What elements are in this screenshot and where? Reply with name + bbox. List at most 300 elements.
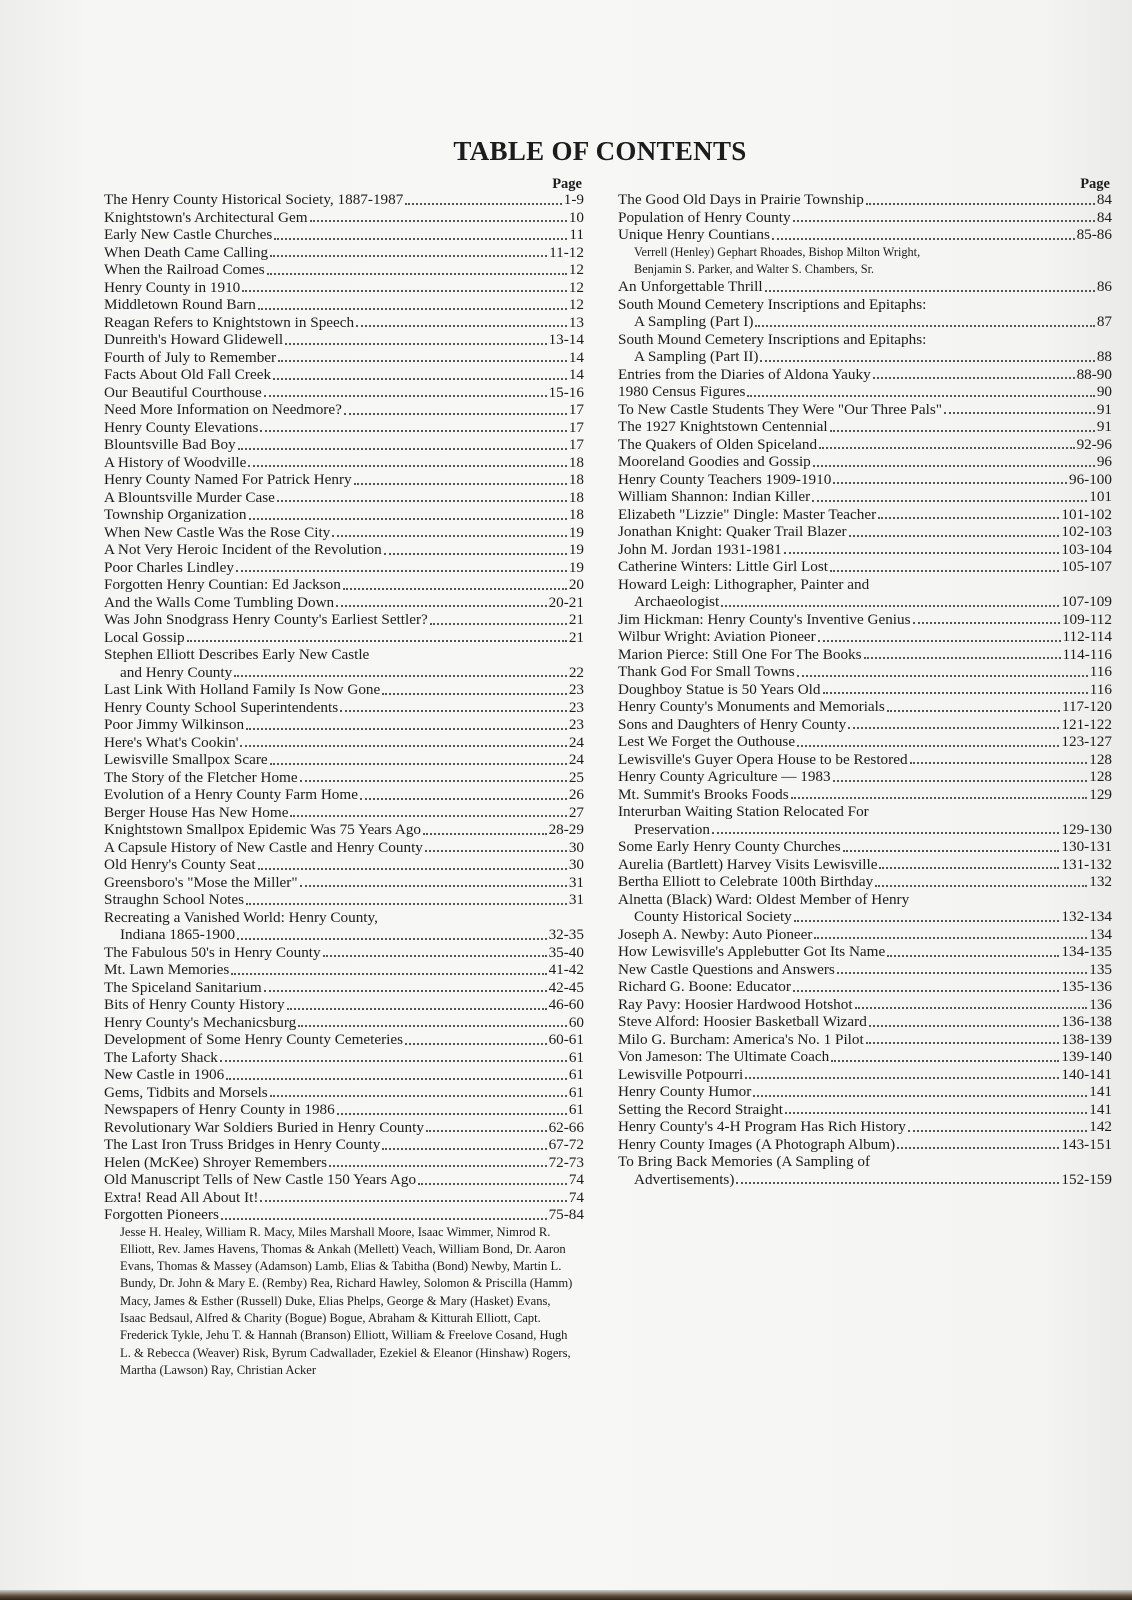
- entry-page-number: 128: [1089, 750, 1112, 768]
- dot-leader: [772, 238, 1075, 240]
- entry-title: Henry County Images (A Photograph Album): [618, 1135, 896, 1153]
- entry-page-number: 14: [568, 348, 584, 366]
- toc-entry: [618, 558, 1112, 576]
- entry-page-number: 19: [568, 558, 584, 576]
- dot-leader: [273, 378, 567, 380]
- dot-leader: [869, 1025, 1060, 1027]
- toc-entry: [618, 663, 1112, 681]
- entry-page-number: 61: [568, 1066, 584, 1083]
- entry-page-number: 88-90: [1076, 365, 1112, 383]
- toc-entry: [618, 436, 1112, 454]
- toc-entry: [104, 1206, 584, 1224]
- toc-entry: [104, 349, 584, 367]
- toc-entry: [618, 838, 1112, 856]
- toc-entry: [618, 313, 1112, 331]
- entry-title: Straughn School Notes: [104, 891, 245, 908]
- entry-title: Old Henry's County Seat: [104, 856, 256, 873]
- dot-leader: [812, 500, 1087, 502]
- dot-leader: [814, 937, 1087, 939]
- toc-entry: [618, 1083, 1112, 1101]
- dot-leader: [356, 325, 567, 327]
- dot-leader: [231, 973, 546, 975]
- entry-title: Last Link With Holland Family Is Now Gone: [104, 681, 381, 698]
- entry-page-number: 60: [568, 1013, 584, 1031]
- dot-leader: [258, 308, 567, 310]
- toc-entry: [618, 786, 1112, 804]
- entry-page-number: 15-16: [548, 383, 584, 401]
- dot-leader: [278, 360, 567, 362]
- dot-leader: [794, 920, 1060, 922]
- entry-page-number: 61: [568, 1101, 584, 1118]
- entry-title: Blountsville Bad Boy: [104, 436, 236, 453]
- entry-page-number: 26: [568, 786, 584, 803]
- toc-entry: [104, 594, 584, 612]
- dot-leader: [793, 220, 1095, 222]
- toc-entry: [618, 1118, 1112, 1136]
- entry-title: Preservation: [634, 820, 710, 838]
- entry-page-number: 132-134: [1061, 908, 1112, 926]
- entry-title: Doughboy Statue is 50 Years Old: [618, 680, 821, 698]
- toc-entry: [104, 874, 584, 892]
- entry-page-number: 12: [568, 278, 584, 296]
- toc-entry: [618, 716, 1112, 734]
- toc-left-column: [104, 176, 584, 1379]
- entry-title: Fourth of July to Remember: [104, 348, 277, 366]
- dot-leader: [879, 867, 1059, 869]
- entry-title: South Mound Cemetery Inscriptions and Epitaphs:: [618, 295, 927, 313]
- toc-entry: [104, 996, 584, 1014]
- page-bottom-edge: [0, 1590, 1132, 1600]
- entry-page-number: 96-100: [1068, 470, 1112, 488]
- entry-page-number: 92-96: [1076, 435, 1112, 453]
- entry-page-number: 42-45: [548, 978, 584, 996]
- entry-page-number: 67-72: [548, 1136, 584, 1153]
- dot-leader: [354, 483, 567, 485]
- toc-entry: [618, 611, 1112, 629]
- entry-title: Thank God For Small Towns: [618, 663, 795, 681]
- entry-title: Lewisville's Guyer Opera House to be Restored: [618, 750, 908, 768]
- entry-page-number: 134: [1089, 925, 1112, 943]
- dot-leader: [887, 710, 1060, 712]
- dot-leader: [913, 622, 1060, 624]
- entry-title: Wilbur Wright: Aviation Pioneer: [618, 628, 816, 646]
- entry-title: Mt. Summit's Brooks Foods: [618, 785, 789, 803]
- dot-leader: [855, 1007, 1088, 1009]
- entry-page-number: 61: [568, 1083, 584, 1101]
- toc-entry: [618, 348, 1112, 366]
- toc-entry: [104, 786, 584, 804]
- entry-page-number: 62-66: [548, 1118, 584, 1136]
- toc-right-list-a: [618, 191, 1112, 244]
- entry-title: Poor Charles Lindley: [104, 558, 234, 576]
- dot-leader: [791, 797, 1088, 799]
- toc-entry: [618, 401, 1112, 419]
- entry-page-number: 134-135: [1061, 943, 1112, 961]
- entry-title: Some Early Henry County Churches: [618, 838, 841, 856]
- dot-leader: [240, 745, 566, 747]
- toc-entry: [618, 1048, 1112, 1066]
- entry-page-number: 138-139: [1061, 1030, 1112, 1048]
- entry-page-number: 75-84: [548, 1206, 584, 1223]
- dot-leader: [260, 430, 566, 432]
- entry-page-number: 12: [568, 261, 584, 278]
- dot-leader: [290, 815, 566, 817]
- dot-leader: [274, 238, 567, 240]
- entry-page-number: 105-107: [1061, 558, 1112, 576]
- entry-page-number: 17: [568, 401, 584, 418]
- toc-entry: [104, 646, 584, 664]
- entry-title: Stephen Elliott Describes Early New Castle: [104, 646, 370, 663]
- toc-entry: [104, 296, 584, 314]
- entry-title: New Castle in 1906: [104, 1066, 225, 1083]
- note-line: Verrell (Henley) Gephart Rhoades, Bishop Milton Wright,: [634, 244, 921, 259]
- dot-leader: [336, 605, 546, 607]
- entry-page-number: 116: [1089, 680, 1112, 698]
- toc-entry: [104, 1101, 584, 1119]
- toc-entry: [104, 384, 584, 402]
- entry-title: When New Castle Was the Rose City: [104, 523, 331, 541]
- entry-page-number: 91: [1096, 418, 1112, 436]
- entry-title: Evolution of a Henry County Farm Home: [104, 786, 358, 803]
- toc-entry: [104, 576, 584, 594]
- entry-page-number: 85-86: [1076, 226, 1112, 243]
- entry-title: Henry County Agriculture — 1983: [618, 768, 831, 786]
- entry-title: Henry County Named For Patrick Henry: [104, 471, 352, 488]
- dot-leader: [360, 798, 567, 800]
- entry-title: Archaeologist: [634, 593, 720, 611]
- entry-title: Alnetta (Black) Ward: Oldest Member of Henry: [618, 890, 910, 908]
- entry-title: Gems, Tidbits and Morsels: [104, 1083, 268, 1101]
- entry-page-number: 21: [568, 628, 584, 646]
- toc-entry: [104, 839, 584, 857]
- entry-title: The Spiceland Sanitarium: [104, 978, 262, 996]
- entry-page-number: 131-132: [1061, 855, 1112, 873]
- toc-entry: [104, 1066, 584, 1084]
- dot-leader: [300, 885, 567, 887]
- toc-entry: [618, 523, 1112, 541]
- entry-title: Interurban Waiting Station Relocated For: [618, 803, 869, 821]
- entry-page-number: 35-40: [548, 943, 584, 961]
- entry-page-number: 96: [1096, 453, 1112, 471]
- entry-page-number: 74: [568, 1171, 584, 1188]
- dot-leader: [755, 325, 1094, 327]
- dot-leader: [753, 1095, 1087, 1097]
- dot-leader: [226, 1078, 567, 1080]
- toc-entry: [104, 1171, 584, 1189]
- toc-entry: [104, 1084, 584, 1102]
- entry-title: Mt. Lawn Memories: [104, 961, 230, 978]
- toc-entry: [104, 944, 584, 962]
- toc-entry: [104, 489, 584, 507]
- entry-page-number: 86: [1096, 278, 1112, 296]
- toc-entry: [104, 681, 584, 699]
- dot-leader: [712, 832, 1059, 834]
- entry-title: Newspapers of Henry County in 1986: [104, 1101, 335, 1118]
- dot-leader: [287, 1008, 547, 1010]
- entry-page-number: 128: [1089, 768, 1112, 786]
- entry-title: Richard G. Boone: Educator: [618, 978, 791, 996]
- dot-leader: [833, 482, 1067, 484]
- entry-title: The Laforty Shack: [104, 1048, 218, 1066]
- toc-entry: [104, 559, 584, 577]
- note-line: Benjamin S. Parker, and Walter S. Chambers, Sr.: [634, 261, 875, 276]
- entry-page-number: 31: [568, 891, 584, 908]
- dot-leader: [797, 745, 1059, 747]
- dot-leader: [866, 1042, 1060, 1044]
- entry-page-number: 23: [568, 698, 584, 716]
- entry-page-number: 84: [1096, 208, 1112, 226]
- entry-title: Marion Pierce: Still One For The Books: [618, 645, 862, 663]
- dot-leader: [310, 220, 567, 222]
- entry-title: Bits of Henry County History: [104, 996, 285, 1013]
- toc-entry: [104, 226, 584, 244]
- dot-leader: [721, 605, 1059, 607]
- entry-title: The Quakers of Olden Spiceland: [618, 435, 818, 453]
- toc-entry: [618, 926, 1112, 944]
- dot-leader: [405, 1043, 547, 1045]
- toc-entry: [618, 278, 1112, 296]
- toc-entry: [104, 611, 584, 629]
- toc-entry: [618, 961, 1112, 979]
- dot-leader: [242, 290, 567, 292]
- dot-leader: [332, 535, 567, 537]
- toc-entry: [618, 593, 1112, 611]
- dot-leader: [425, 850, 567, 852]
- dot-leader: [831, 1060, 1059, 1062]
- dot-leader: [887, 955, 1059, 957]
- entry-page-number: 117-120: [1061, 698, 1112, 716]
- entry-title: Henry County Humor: [618, 1083, 752, 1101]
- entry-title: Jim Hickman: Henry County's Inventive Genius: [618, 610, 911, 628]
- dot-leader: [285, 343, 547, 345]
- toc-entry: [618, 803, 1112, 821]
- dot-leader: [248, 465, 566, 467]
- entry-page-number: 18: [568, 506, 584, 523]
- toc-entry: [104, 821, 584, 839]
- entry-page-number: 41-42: [548, 961, 584, 978]
- entry-title: Henry County's Mechanicsburg: [104, 1013, 297, 1031]
- entry-title: To New Castle Students They Were "Our Three Pals": [618, 400, 942, 418]
- toc-entry: [104, 1031, 584, 1049]
- entry-page-number: 84: [1096, 191, 1112, 208]
- dot-leader: [382, 693, 567, 695]
- toc-entry: [618, 541, 1112, 559]
- entry-title: Dunreith's Howard Glidewell: [104, 331, 284, 348]
- dot-leader: [830, 570, 1059, 572]
- entry-title: Lewisville Potpourri: [618, 1065, 744, 1083]
- entry-page-number: 13-14: [548, 331, 584, 348]
- dot-leader: [765, 290, 1095, 292]
- unique-countians-note: [618, 244, 1112, 279]
- toc-entry: [618, 296, 1112, 314]
- dot-leader: [270, 763, 567, 765]
- toc-entry: [104, 716, 584, 734]
- pioneers-names-note: Jesse H. Healey, William R. Macy, Miles Marshall Moore, Isaac Wimmer, Nimrod R. Elliott, Rev. James Havens, Thomas & Ankah (Mellett) Veach, William Bond, Dr. Aaron Evans, Thomas & Massey (Adamson) Lamb, Elias & Tabitha (Bond) Newby, Martin L. Bundy, Dr. John & Mary E. (Remby) Rea, Richard Hawley, Solomon & Priscilla (Hamm) Macy, James & Esther (Russell) Duke, Elias Phelps, George & Mary (Hasket) Evans, Isaac Bedsaul, Alfred & Charity (Bogue) Bogue, Abraham & Kitturah Elliott, Capt. Frederick Tykle, Jehu T. & Hannah (Branson) Elliott, William & Freelove Cosand, Hugh L. & Rebecca (Weaver) Risk, Byrum Cadwallader, Ezekiel & Eleanor (Hinshaw) Rogers, Martha (Lawson) Ray, Christian Acker: [120, 1224, 573, 1377]
- entry-page-number: 130-131: [1061, 838, 1112, 856]
- entry-title: Elizabeth "Lizzie" Dingle: Master Teacher: [618, 505, 877, 523]
- entry-page-number: 32-35: [548, 926, 584, 943]
- entry-title: Henry County in 1910: [104, 278, 241, 296]
- entry-page-number: 102-103: [1061, 523, 1112, 541]
- dot-leader: [785, 1112, 1087, 1114]
- toc-entry: [104, 541, 584, 559]
- toc-entry: [618, 698, 1112, 716]
- entry-title: Henry County School Superintendents: [104, 698, 339, 716]
- dot-leader: [819, 447, 1075, 449]
- dot-leader: [849, 535, 1060, 537]
- page-column-label: Page: [1080, 176, 1110, 192]
- dot-leader: [277, 500, 567, 502]
- entry-title: Knightstown Smallpox Epidemic Was 75 Years Ago: [104, 821, 422, 838]
- entry-page-number: 11: [569, 226, 584, 243]
- entry-title: Forgotten Henry Countian: Ed Jackson: [104, 576, 341, 593]
- entry-page-number: 61: [568, 1048, 584, 1066]
- entry-page-number: 74: [568, 1188, 584, 1206]
- entry-page-number: 13: [568, 313, 584, 331]
- entry-title: Facts About Old Fall Creek: [104, 366, 272, 383]
- dot-leader: [426, 1130, 547, 1132]
- toc-entry: [618, 908, 1112, 926]
- toc-entry: [104, 1136, 584, 1154]
- page-column-label: Page: [552, 176, 582, 192]
- entry-title: and Henry County: [120, 663, 233, 681]
- dot-leader: [340, 710, 567, 712]
- entry-title: Local Gossip: [104, 628, 185, 646]
- entry-page-number: 136: [1089, 995, 1112, 1013]
- entry-title: The 1927 Knightstown Centennial: [618, 418, 828, 436]
- entry-page-number: 20: [568, 576, 584, 593]
- dot-leader: [910, 762, 1088, 764]
- toc-entry: [104, 191, 584, 209]
- entry-page-number: 17: [568, 418, 584, 436]
- entry-title: Knightstown's Architectural Gem: [104, 208, 308, 226]
- entry-title: How Lewisville's Applebutter Got Its Name: [618, 943, 886, 961]
- dot-leader: [736, 1182, 1059, 1184]
- toc-entry: [618, 768, 1112, 786]
- entry-title: Howard Leigh: Lithographer, Painter and: [618, 575, 870, 593]
- toc-entry: [618, 1013, 1112, 1031]
- entry-page-number: 132: [1089, 873, 1112, 891]
- entry-title: Henry County's 4-H Program Has Rich History: [618, 1118, 906, 1136]
- entry-title: The Last Iron Truss Bridges in Henry County: [104, 1136, 381, 1153]
- entry-title: Henry County's Monuments and Memorials: [618, 698, 885, 716]
- toc-entry: [618, 1066, 1112, 1084]
- dot-leader: [267, 273, 567, 275]
- entry-title: To Bring Back Memories (A Sampling of: [618, 1153, 871, 1171]
- toc-entry: [104, 856, 584, 874]
- toc-entry: [104, 734, 584, 752]
- entry-title: Here's What's Cookin': [104, 733, 239, 751]
- entry-page-number: 152-159: [1061, 1170, 1112, 1188]
- entry-title: Setting the Record Straight: [618, 1100, 783, 1118]
- entry-page-number: 23: [568, 681, 584, 698]
- dot-leader: [384, 553, 567, 555]
- entry-title: Indiana 1865-1900: [120, 926, 236, 943]
- toc-entry: [104, 436, 584, 454]
- entry-title: A Sampling (Part I): [634, 313, 754, 331]
- toc-entry: [104, 506, 584, 524]
- dot-leader: [246, 728, 567, 730]
- entry-page-number: 88: [1096, 348, 1112, 366]
- entry-page-number: 123-127: [1061, 733, 1112, 751]
- toc-entry: [104, 926, 584, 944]
- entry-title: Unique Henry Countians: [618, 226, 770, 243]
- entry-title: Forgotten Pioneers: [104, 1206, 219, 1223]
- dot-leader: [337, 1113, 567, 1115]
- entry-title: Revolutionary War Soldiers Buried in Henry County: [104, 1118, 424, 1136]
- entry-page-number: 141: [1089, 1083, 1112, 1101]
- entry-title: Joseph A. Newby: Auto Pioneer: [618, 925, 813, 943]
- entry-page-number: 10: [568, 208, 584, 226]
- entry-page-number: 101-102: [1061, 505, 1112, 523]
- entry-title: Von Jameson: The Ultimate Coach: [618, 1048, 830, 1066]
- toc-entry: [618, 331, 1112, 349]
- dot-leader: [423, 833, 547, 835]
- toc-entry: [618, 1153, 1112, 1171]
- toc-entry: [104, 891, 584, 909]
- entry-title: Milo G. Burcham: America's No. 1 Pilot: [618, 1030, 864, 1048]
- entry-page-number: 135: [1089, 960, 1112, 978]
- entry-title: Entries from the Diaries of Aldona Yauky: [618, 365, 871, 383]
- entry-page-number: 72-73: [548, 1153, 584, 1171]
- toc-entry: [618, 996, 1112, 1014]
- entry-page-number: 24: [568, 751, 584, 768]
- entry-page-number: 109-112: [1061, 610, 1112, 628]
- entry-title: Poor Jimmy Wilkinson: [104, 716, 245, 733]
- entry-page-number: 107-109: [1061, 593, 1112, 611]
- dot-leader: [264, 990, 547, 992]
- toc-entry: [618, 506, 1112, 524]
- dot-leader: [908, 1130, 1087, 1132]
- toc-entry: [618, 751, 1112, 769]
- dot-leader: [249, 518, 567, 520]
- toc-entry: [618, 646, 1112, 664]
- toc-entry: [104, 244, 584, 262]
- entry-title: An Unforgettable Thrill: [618, 278, 763, 296]
- entry-page-number: 140-141: [1061, 1065, 1112, 1083]
- entry-title: The Fabulous 50's in Henry County: [104, 943, 321, 961]
- entry-title: South Mound Cemetery Inscriptions and Epitaphs:: [618, 330, 927, 348]
- entry-page-number: 136-138: [1061, 1013, 1112, 1031]
- dot-leader: [221, 1218, 547, 1220]
- page-title: TABLE OF CONTENTS: [453, 136, 747, 166]
- entry-title: Reagan Refers to Knightstown in Speech: [104, 313, 355, 331]
- entry-title: Ray Pavy: Hoosier Hardwood Hotshot: [618, 995, 853, 1013]
- dot-leader: [382, 1148, 546, 1150]
- entry-page-number: 129-130: [1061, 820, 1112, 838]
- dot-leader: [260, 1200, 566, 1202]
- dot-leader: [878, 517, 1059, 519]
- dot-leader: [270, 255, 547, 257]
- entry-title: A Not Very Heroic Incident of the Revolution: [104, 541, 382, 558]
- toc-entry: [104, 699, 584, 717]
- toc-entry: [104, 1154, 584, 1172]
- toc-entry: [618, 821, 1112, 839]
- dot-leader: [873, 377, 1075, 379]
- toc-entry: [104, 524, 584, 542]
- toc-entry: [618, 856, 1112, 874]
- entry-page-number: 24: [568, 733, 584, 751]
- toc-entry: [618, 226, 1112, 244]
- dot-leader: [793, 990, 1059, 992]
- entry-page-number: 142: [1089, 1118, 1112, 1136]
- dot-leader: [897, 1147, 1059, 1149]
- entry-page-number: 12: [568, 296, 584, 313]
- entry-page-number: 20-21: [548, 593, 584, 611]
- dot-leader: [300, 780, 567, 782]
- entry-page-number: 18: [568, 488, 584, 506]
- toc-entry: [618, 978, 1112, 996]
